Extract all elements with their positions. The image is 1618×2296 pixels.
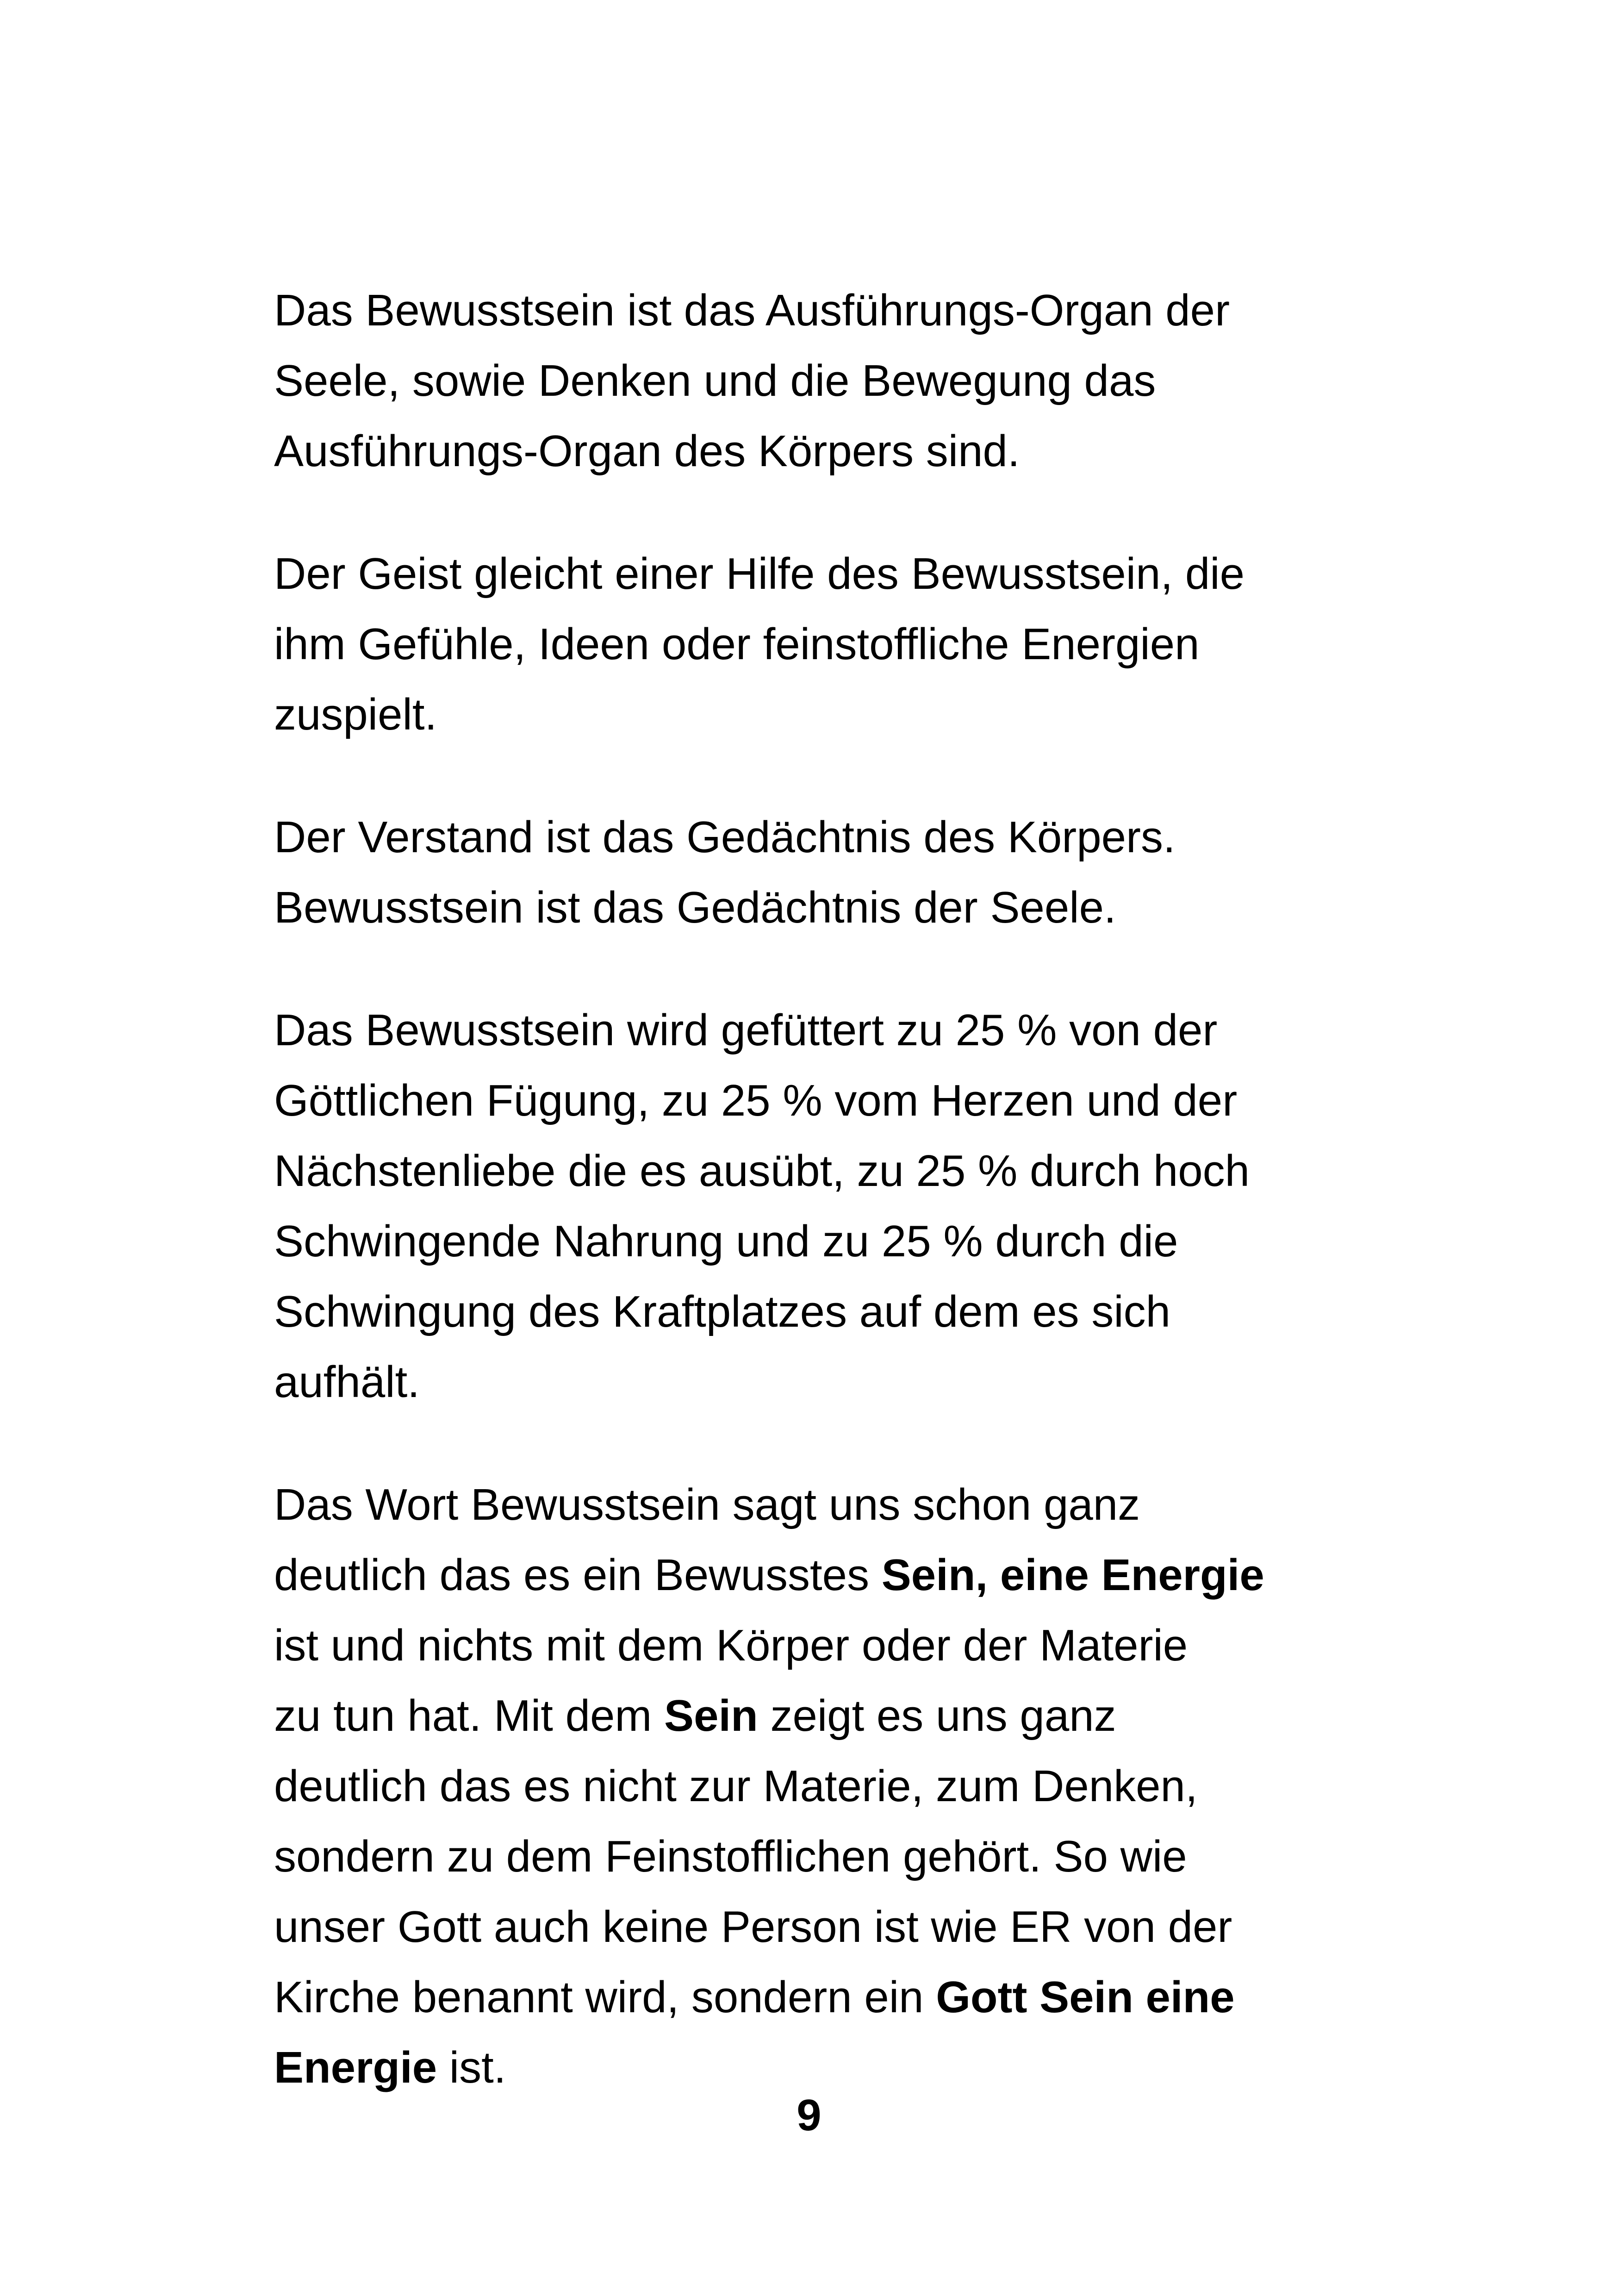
text-run: sondern zu dem Feinstofflichen gehört. So wie	[274, 1832, 1187, 1881]
text-line	[274, 1540, 1362, 1610]
text-run: Der Verstand ist das Gedächtnis des Körpers.	[274, 812, 1176, 862]
paragraph	[274, 1470, 1362, 2103]
bold-text-run: Energie	[274, 2043, 437, 2092]
text-line	[274, 1066, 1362, 1136]
text-run: Kirche benannt wird, sondern ein	[274, 1972, 936, 2022]
text-run: deutlich das es ein Bewusstes	[274, 1550, 882, 1600]
text-line	[274, 1277, 1362, 1347]
text-line	[274, 1470, 1362, 1540]
text-run: Seele, sowie Denken und die Bewegung das	[274, 356, 1156, 406]
paragraph	[274, 275, 1362, 487]
text-line	[274, 1822, 1362, 1892]
text-run: Das Bewusstsein wird gefüttert zu 25 % von der	[274, 1005, 1218, 1055]
text-run: Göttlichen Fügung, zu 25 % vom Herzen und der	[274, 1076, 1238, 1125]
text-line	[274, 1610, 1362, 1681]
text-run: ist und nichts mit dem Körper oder der Materie	[274, 1621, 1188, 1670]
bold-text-run: Sein	[664, 1691, 758, 1741]
text-run: zu tun hat. Mit dem	[274, 1691, 665, 1741]
text-line	[274, 1681, 1362, 1751]
text-line	[274, 346, 1362, 416]
text-line	[274, 1136, 1362, 1206]
text-line	[274, 995, 1362, 1066]
text-line	[274, 1892, 1362, 1962]
text-run: Schwingende Nahrung und zu 25 % durch die	[274, 1217, 1178, 1266]
text-run: ist.	[437, 2043, 506, 2092]
text-run: zuspielt.	[274, 690, 437, 739]
text-line	[274, 873, 1362, 943]
text-line	[274, 609, 1362, 680]
text-run: deutlich das es nicht zur Materie, zum Denken,	[274, 1761, 1198, 1811]
page-number: 9	[797, 2090, 821, 2140]
text-line	[274, 416, 1362, 487]
bold-text-run: Sein, eine Energie	[881, 1550, 1264, 1600]
text-run: Das Wort Bewusstsein sagt uns schon ganz	[274, 1480, 1140, 1529]
paragraph	[274, 539, 1362, 750]
text-line	[274, 1347, 1362, 1417]
text-line	[274, 1962, 1362, 2033]
text-run: Das Bewusstsein ist das Ausführungs-Organ der	[274, 286, 1230, 335]
text-run: ihm Gefühle, Ideen oder feinstoffliche Energien	[274, 619, 1200, 669]
text-line	[274, 680, 1362, 750]
bold-text-run: Gott Sein eine	[936, 1972, 1235, 2022]
paragraph	[274, 995, 1362, 1417]
text-run: aufhält.	[274, 1357, 420, 1407]
text-run: Der Geist gleicht einer Hilfe des Bewusstsein, die	[274, 549, 1245, 599]
text-run: unser Gott auch keine Person ist wie ER von der	[274, 1902, 1232, 1952]
page-body-text	[274, 275, 1362, 2103]
text-line	[274, 1206, 1362, 1277]
text-line	[274, 802, 1362, 873]
text-run: Nächstenliebe die es ausübt, zu 25 % durch hoch	[274, 1146, 1250, 1196]
text-run: zeigt es uns ganz	[758, 1691, 1116, 1741]
text-run: Bewusstsein ist das Gedächtnis der Seele.	[274, 883, 1116, 932]
text-line	[274, 275, 1362, 346]
paragraph	[274, 802, 1362, 943]
text-line	[274, 539, 1362, 609]
text-line	[274, 1751, 1362, 1822]
text-run: Ausführungs-Organ des Körpers sind.	[274, 426, 1020, 476]
text-run: Schwingung des Kraftplatzes auf dem es sich	[274, 1287, 1171, 1336]
